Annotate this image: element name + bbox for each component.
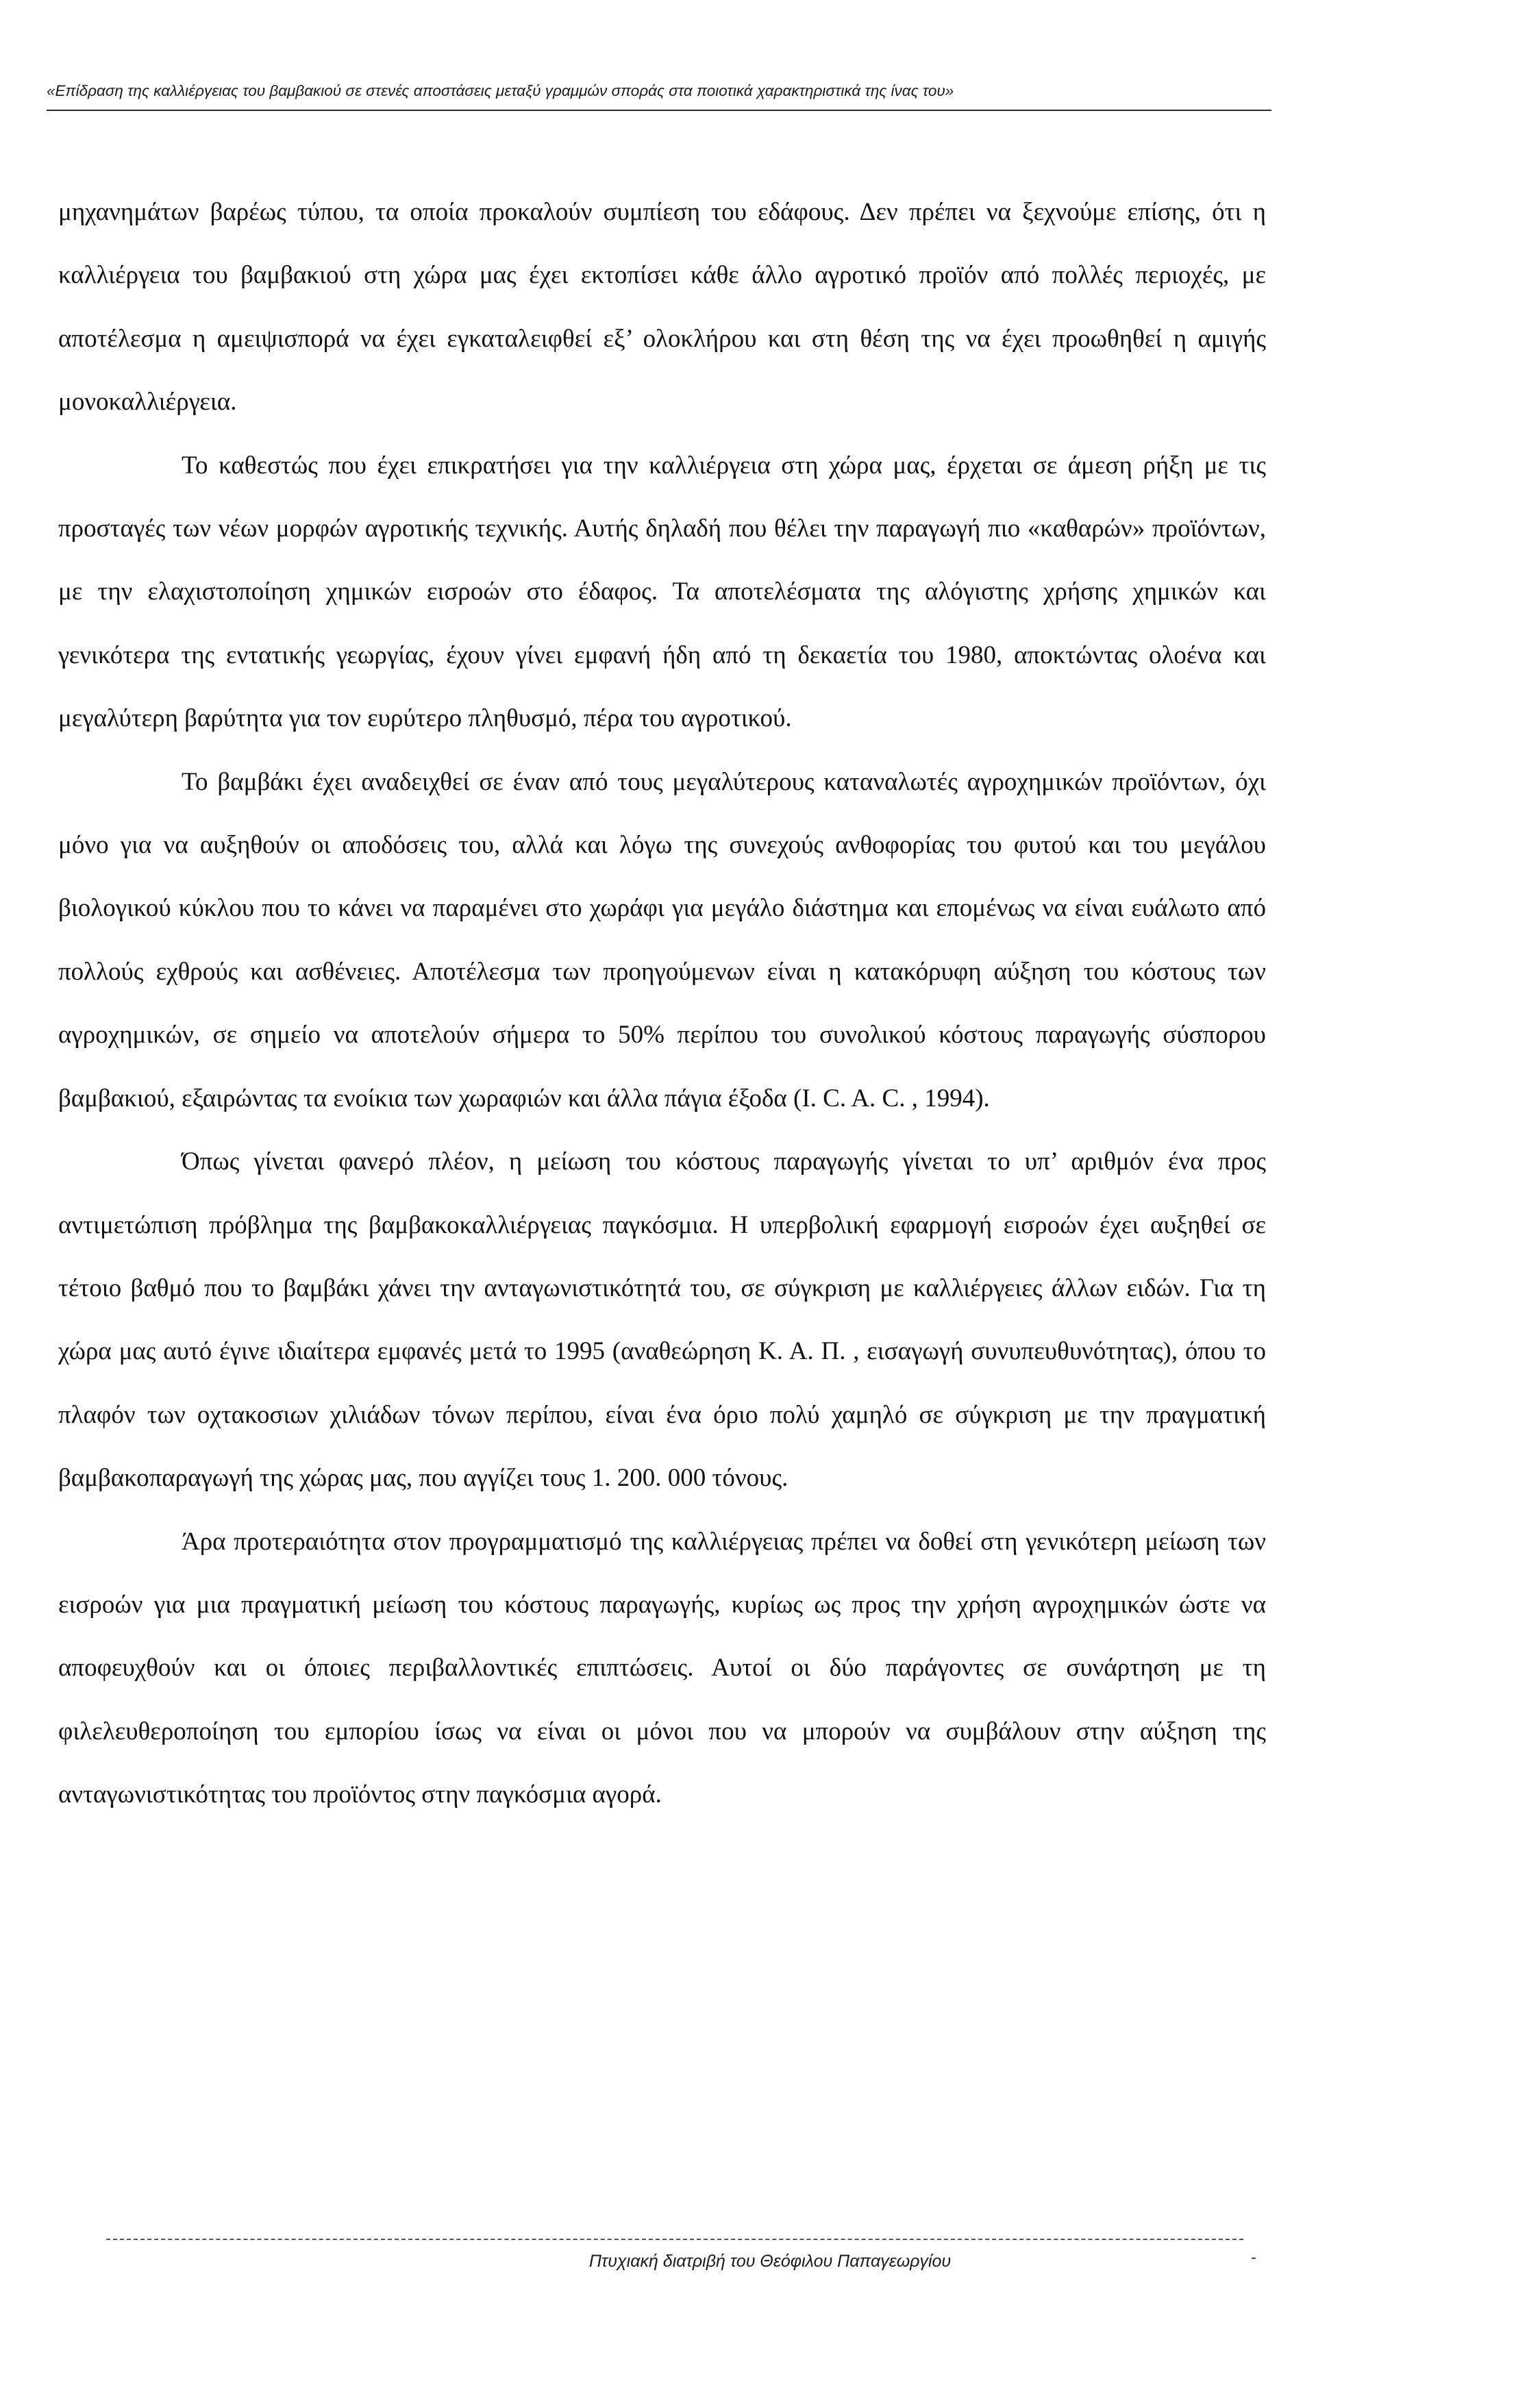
- footer-divider: [106, 2239, 1243, 2240]
- paragraph: Το καθεστώς που έχει επικρατήσει για την καλλιέργεια στη χώρα μας, έρχεται σε άμεση ρήξη με τις προσταγές των νέων μορφών αγροτικής τεχνικής. Αυτής δηλαδή που θέλει την παραγωγή πιο «καθαρών» προϊόντων, με την ελαχιστοποίηση χημικών εισροών στο έδαφος. Τα αποτελέσματα της αλόγιστης χρήσης χημικών και γενικότερα της εντατικής γεωργίας, έχουν γίνει εμφανή ήδη από τη δεκαετία του 1980, αποκτώντας ολοένα και μεγαλύτερη βαρύτητα για τον ευρύτερο πληθυσμό, πέρα του αγροτικού.: [58, 451, 1266, 733]
- header-divider: [47, 110, 1271, 111]
- paragraph-continued: μηχανημάτων βαρέως τύπου, τα οποία προκαλούν συμπίεση του εδάφους. Δεν πρέπει να ξεχνούμε επίσης, ότι η καλλιέργεια του βαμβακιού στη χώρα μας έχει εκτοπίσει κάθε άλλο αγροτικό προϊόν από πολλές περιοχές, με αποτέλεσμα η αμειψισπορά να έχει εγκαταλειφθεί εξ’ ολοκλήρου και στη θέση της να έχει προωθηθεί η αμιγής μονοκαλλιέργεια.: [58, 198, 1266, 416]
- footer-text: Πτυχιακή διατριβή του Θεόφιλου Παπαγεωργίου: [588, 2252, 952, 2271]
- paragraph: Το βαμβάκι έχει αναδειχθεί σε έναν από τους μεγαλύτερους καταναλωτές αγροχημικών προϊόντων, όχι μόνο για να αυξηθούν οι αποδόσεις του, αλλά και λόγω της συνεχούς ανθοφορίας του φυτού και του μεγάλου βιολογικού κύκλου που το κάνει να παραμένει στο χωράφι για μεγάλο διάστημα και επομένως να είναι ευάλωτο από πολλούς εχθρούς και ασθένειες. Αποτέλεσμα των προηγούμενων είναι η κατακόρυφη αύξηση του κόστους των αγροχημικών, σε σημείο να αποτελούν σήμερα το 50% περίπου του συνολικού κόστους παραγωγής σύσπορου βαμβακιού, εξαιρώντας τα ενοίκια των χωραφιών και άλλα πάγια έξοδα (I. C. A. C. , 1994).: [58, 767, 1266, 1112]
- running-header: «Επίδραση της καλλιέργειας του βαμβακιού σε στενές αποστάσεις μεταξύ γραμμών σποράς στα ποιοτικά χαρακτηριστικά της ίνας του»: [47, 82, 954, 99]
- footer-mark: -: [1251, 2248, 1256, 2267]
- body-text: [58, 181, 1266, 1827]
- paragraph: Όπως γίνεται φανερό πλέον, η μείωση του κόστους παραγωγής γίνεται το υπ’ αριθμόν ένα προς αντιμετώπιση πρόβλημα της βαμβακοκαλλιέργειας παγκόσμια. Η υπερβολική εφαρμογή εισροών έχει αυξηθεί σε τέτοιο βαθμό που το βαμβάκι χάνει την ανταγωνιστικότητά του, σε σύγκριση με καλλιέργειες άλλων ειδών. Για τη χώρα μας αυτό έγινε ιδιαίτερα εμφανές μετά το 1995 (αναθεώρηση Κ. Α. Π. , εισαγωγή συνυπευθυνότητας), όπου το πλαφόν των οχτακοσιων χιλιάδων τόνων περίπου, είναι ένα όριο πολύ χαμηλό σε σύγκριση με την πραγματική βαμβακοπαραγωγή της χώρας μας, που αγγίζει τους 1. 200. 000 τόνους.: [58, 1147, 1266, 1493]
- paragraph: Άρα προτεραιότητα στον προγραμματισμό της καλλιέργειας πρέπει να δοθεί στη γενικότερη μείωση των εισροών για μια πραγματική μείωση του κόστους παραγωγής, κυρίως ως προς την χρήση αγροχημικών ώστε να αποφευχθούν και οι όποιες περιβαλλοντικές επιπτώσεις. Αυτοί οι δύο παράγοντες σε συνάρτηση με τη φιλελευθεροποίηση του εμπορίου ίσως να είναι οι μόνοι που να μπορούν να συμβάλουν στην αύξηση της ανταγωνιστικότητας του προϊόντος στην παγκόσμια αγορά.: [58, 1527, 1266, 1809]
